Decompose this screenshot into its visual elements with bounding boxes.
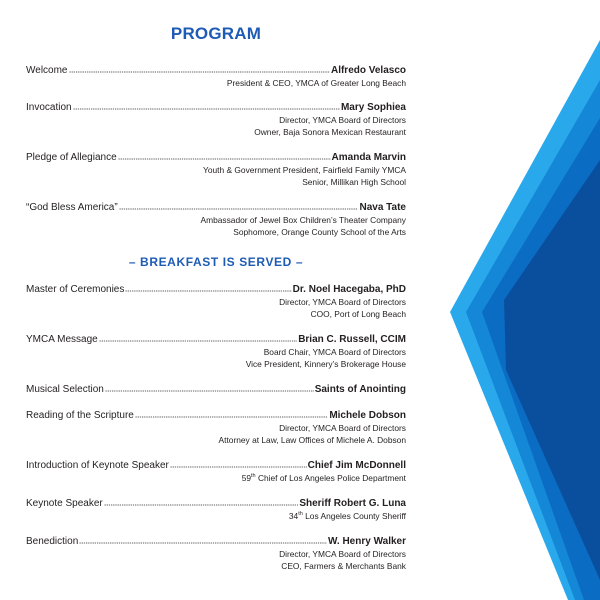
presenter-name: Sheriff Robert G. Luna [299,498,406,509]
ordinal-number: 59 [241,473,252,483]
program-role: Reading of the Scripture [26,410,134,421]
presenter-name: Chief Jim McDonnell [307,460,406,471]
presenter-title: Senior, Millikan High School [302,177,406,187]
entry-line [26,409,406,422]
presenter-title: Youth & Government President, Fairfield Family YMCA [203,165,406,175]
program-role: YMCA Message [26,334,98,345]
presenter-name: Nava Tate [359,202,406,213]
program-role: Invocation [26,102,72,113]
presenter-title: Ambassador of Jewel Box Children’s Theater Company [200,215,406,225]
program-role: “God Bless America” [26,202,118,213]
presenter-name: Amanda Marvin [331,152,406,163]
presenter-title: Vice President, Kinnery’s Brokerage House [245,359,406,369]
presenter-title: Director, YMCA Board of Directors [279,549,406,559]
dot-leader [99,333,297,342]
presenter-title: Director, YMCA Board of Directors [279,423,406,433]
presenter-title: Board Chair, YMCA Board of Directors [263,347,406,357]
program-heading: PROGRAM [170,24,262,43]
presenter-title: CEO, Farmers & Merchants Bank [281,561,406,571]
entry-line [26,333,406,346]
program-entry-musical-selection [26,383,406,396]
dot-leader [105,383,314,392]
program-entry-ymca-message [26,333,406,370]
title-text: Los Angeles County Sheriff [302,511,406,521]
presenter-title [26,510,406,522]
presenter-title: Attorney at Law, Law Offices of Michele A. Dobson [218,435,406,445]
entry-line [26,101,406,114]
presenter-title: Sophomore, Orange County School of the Arts [233,227,406,237]
entry-line [26,283,406,296]
program-entry-invocation [26,101,406,138]
program-entry-keynote-speaker [26,497,406,522]
program-role: Introduction of Keynote Speaker [26,460,169,471]
presenter-name: Mary Sophiea [340,102,406,113]
presenter-title: President & CEO, YMCA of Greater Long Beach [226,78,406,88]
ordinal-suffix: th [251,473,256,480]
program-entry-pledge [26,151,406,188]
program-entry-master-of-ceremonies [26,283,406,320]
ordinal-suffix: th [298,511,303,518]
presenter-title [26,472,406,484]
program-entry-benediction [26,535,406,572]
dot-leader [73,101,340,110]
presenter-name: Alfredo Velasco [330,65,406,76]
entry-line [26,497,406,510]
breakfast-served-heading: – BREAKFAST IS SERVED – [128,255,304,269]
presenter-name: Michele Dobson [329,410,406,421]
program-entry-keynote-introduction [26,459,406,484]
entry-line [26,151,406,164]
program-entry-scripture-reading [26,409,406,446]
dot-leader [104,497,299,506]
entry-line [26,201,406,214]
entry-line [26,535,406,548]
entry-line [26,383,406,396]
dot-leader [125,283,291,292]
entry-line [26,64,406,77]
program-role: Master of Ceremonies [26,284,125,295]
entry-line [26,459,406,472]
dot-leader [119,201,359,210]
program-entry-welcome [26,64,406,89]
dot-leader [69,64,330,73]
program-role: Musical Selection [26,384,104,395]
presenter-name: W. Henry Walker [328,536,406,547]
program-role: Pledge of Allegiance [26,152,117,163]
program-role: Keynote Speaker [26,498,103,509]
program-role: Welcome [26,65,68,76]
ordinal-number: 34 [288,511,299,521]
presenter-name: Dr. Noel Hacegaba, PhD [292,284,406,295]
presenter-title: Owner, Baja Sonora Mexican Restaurant [254,127,406,137]
presenter-title: COO, Port of Long Beach [310,309,406,319]
presenter-name: Brian C. Russell, CCIM [298,334,406,345]
dot-leader [170,459,307,468]
presenter-title: Director, YMCA Board of Directors [279,297,406,307]
dot-leader [79,535,327,544]
title-text: Chief of Los Angeles Police Department [255,473,406,483]
dot-leader [118,151,331,160]
presenter-name: Saints of Anointing [314,384,406,395]
program-entry-god-bless-america [26,201,406,238]
program-role: Benediction [26,536,79,547]
presenter-title: Director, YMCA Board of Directors [279,115,406,125]
dot-leader [135,409,328,418]
